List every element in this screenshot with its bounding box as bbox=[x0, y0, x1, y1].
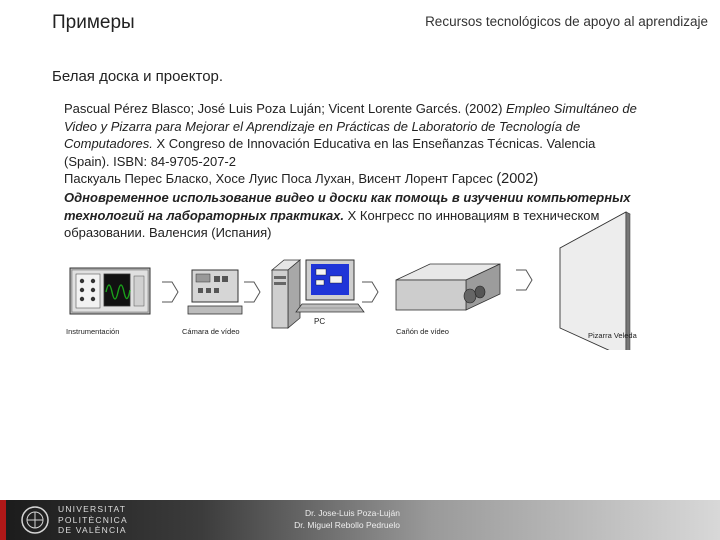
reference-spanish bbox=[64, 100, 644, 170]
video-camera-icon bbox=[188, 270, 242, 314]
oscilloscope-icon bbox=[70, 268, 150, 314]
logo-line: POLITÈCNICA bbox=[58, 514, 128, 525]
label-instrumentation: Instrumentación bbox=[66, 327, 120, 336]
arrow-icon bbox=[516, 270, 532, 290]
author-name: Dr. Miguel Rebollo Pedruelo bbox=[294, 520, 400, 530]
logo-line: DE VALÈNCIA bbox=[58, 525, 127, 535]
whiteboard-icon bbox=[560, 212, 630, 350]
section-heading: Белая доска и проектор. bbox=[52, 68, 224, 85]
pc-tower-icon bbox=[272, 260, 300, 328]
reference-russian-year: (2002) bbox=[496, 171, 539, 188]
reference-spanish-authors: Pascual Pérez Blasco; José Luis Poza Luján; Vicent Lorente Garcés. (2002) bbox=[64, 101, 507, 116]
label-whiteboard: Pizarra Veleda bbox=[588, 331, 637, 340]
reference-russian-title: Одновременное использование видео и доски как помощь в изучении компьютерных технологий на лабораторных практиках. bbox=[64, 189, 631, 223]
reference-russian-authors: Паскуаль Перес Бласко, Хосе Луис Поса Лухан, Висент Лорент Гарсес bbox=[64, 171, 497, 187]
arrow-icon bbox=[244, 282, 260, 302]
arrow-icon bbox=[162, 282, 178, 302]
monitor-icon bbox=[296, 260, 364, 312]
footer-bar bbox=[0, 500, 720, 540]
label-projector: Cañón de vídeo bbox=[396, 327, 449, 336]
footer-authors bbox=[270, 507, 400, 531]
logo-line: UNIVERSITAT bbox=[58, 504, 127, 514]
reference-spanish-title: Empleo Simultáneo de Video y Pizarra para Mejorar el Aprendizaje en Prácticas de Laboratorio de Tecnología de Computadores. bbox=[64, 101, 637, 152]
reference-spanish-rest: X Congreso de Innovación Educativa en las Enseñanzas Técnicas. Valencia (Spain). ISBN: 84-9705-207-2 bbox=[64, 136, 596, 169]
label-camera: Cámara de vídeo bbox=[182, 327, 240, 336]
header-subtitle: Recursos tecnológicos de apoyo al aprendizaje bbox=[425, 14, 708, 29]
projector-icon bbox=[396, 264, 500, 310]
university-logo-text bbox=[58, 504, 128, 536]
author-name: Dr. Jose-Luis Poza-Luján bbox=[305, 508, 400, 518]
page-title: Примеры bbox=[52, 12, 135, 33]
university-seal-icon bbox=[20, 505, 50, 535]
label-pc: PC bbox=[314, 317, 326, 326]
reference-russian-rest: X Конгресс по инновациям в техническом образовании. Валенсия (Испания) bbox=[64, 207, 600, 241]
arrow-icon bbox=[362, 282, 378, 302]
setup-diagram bbox=[60, 207, 660, 350]
footer-accent bbox=[0, 500, 6, 540]
